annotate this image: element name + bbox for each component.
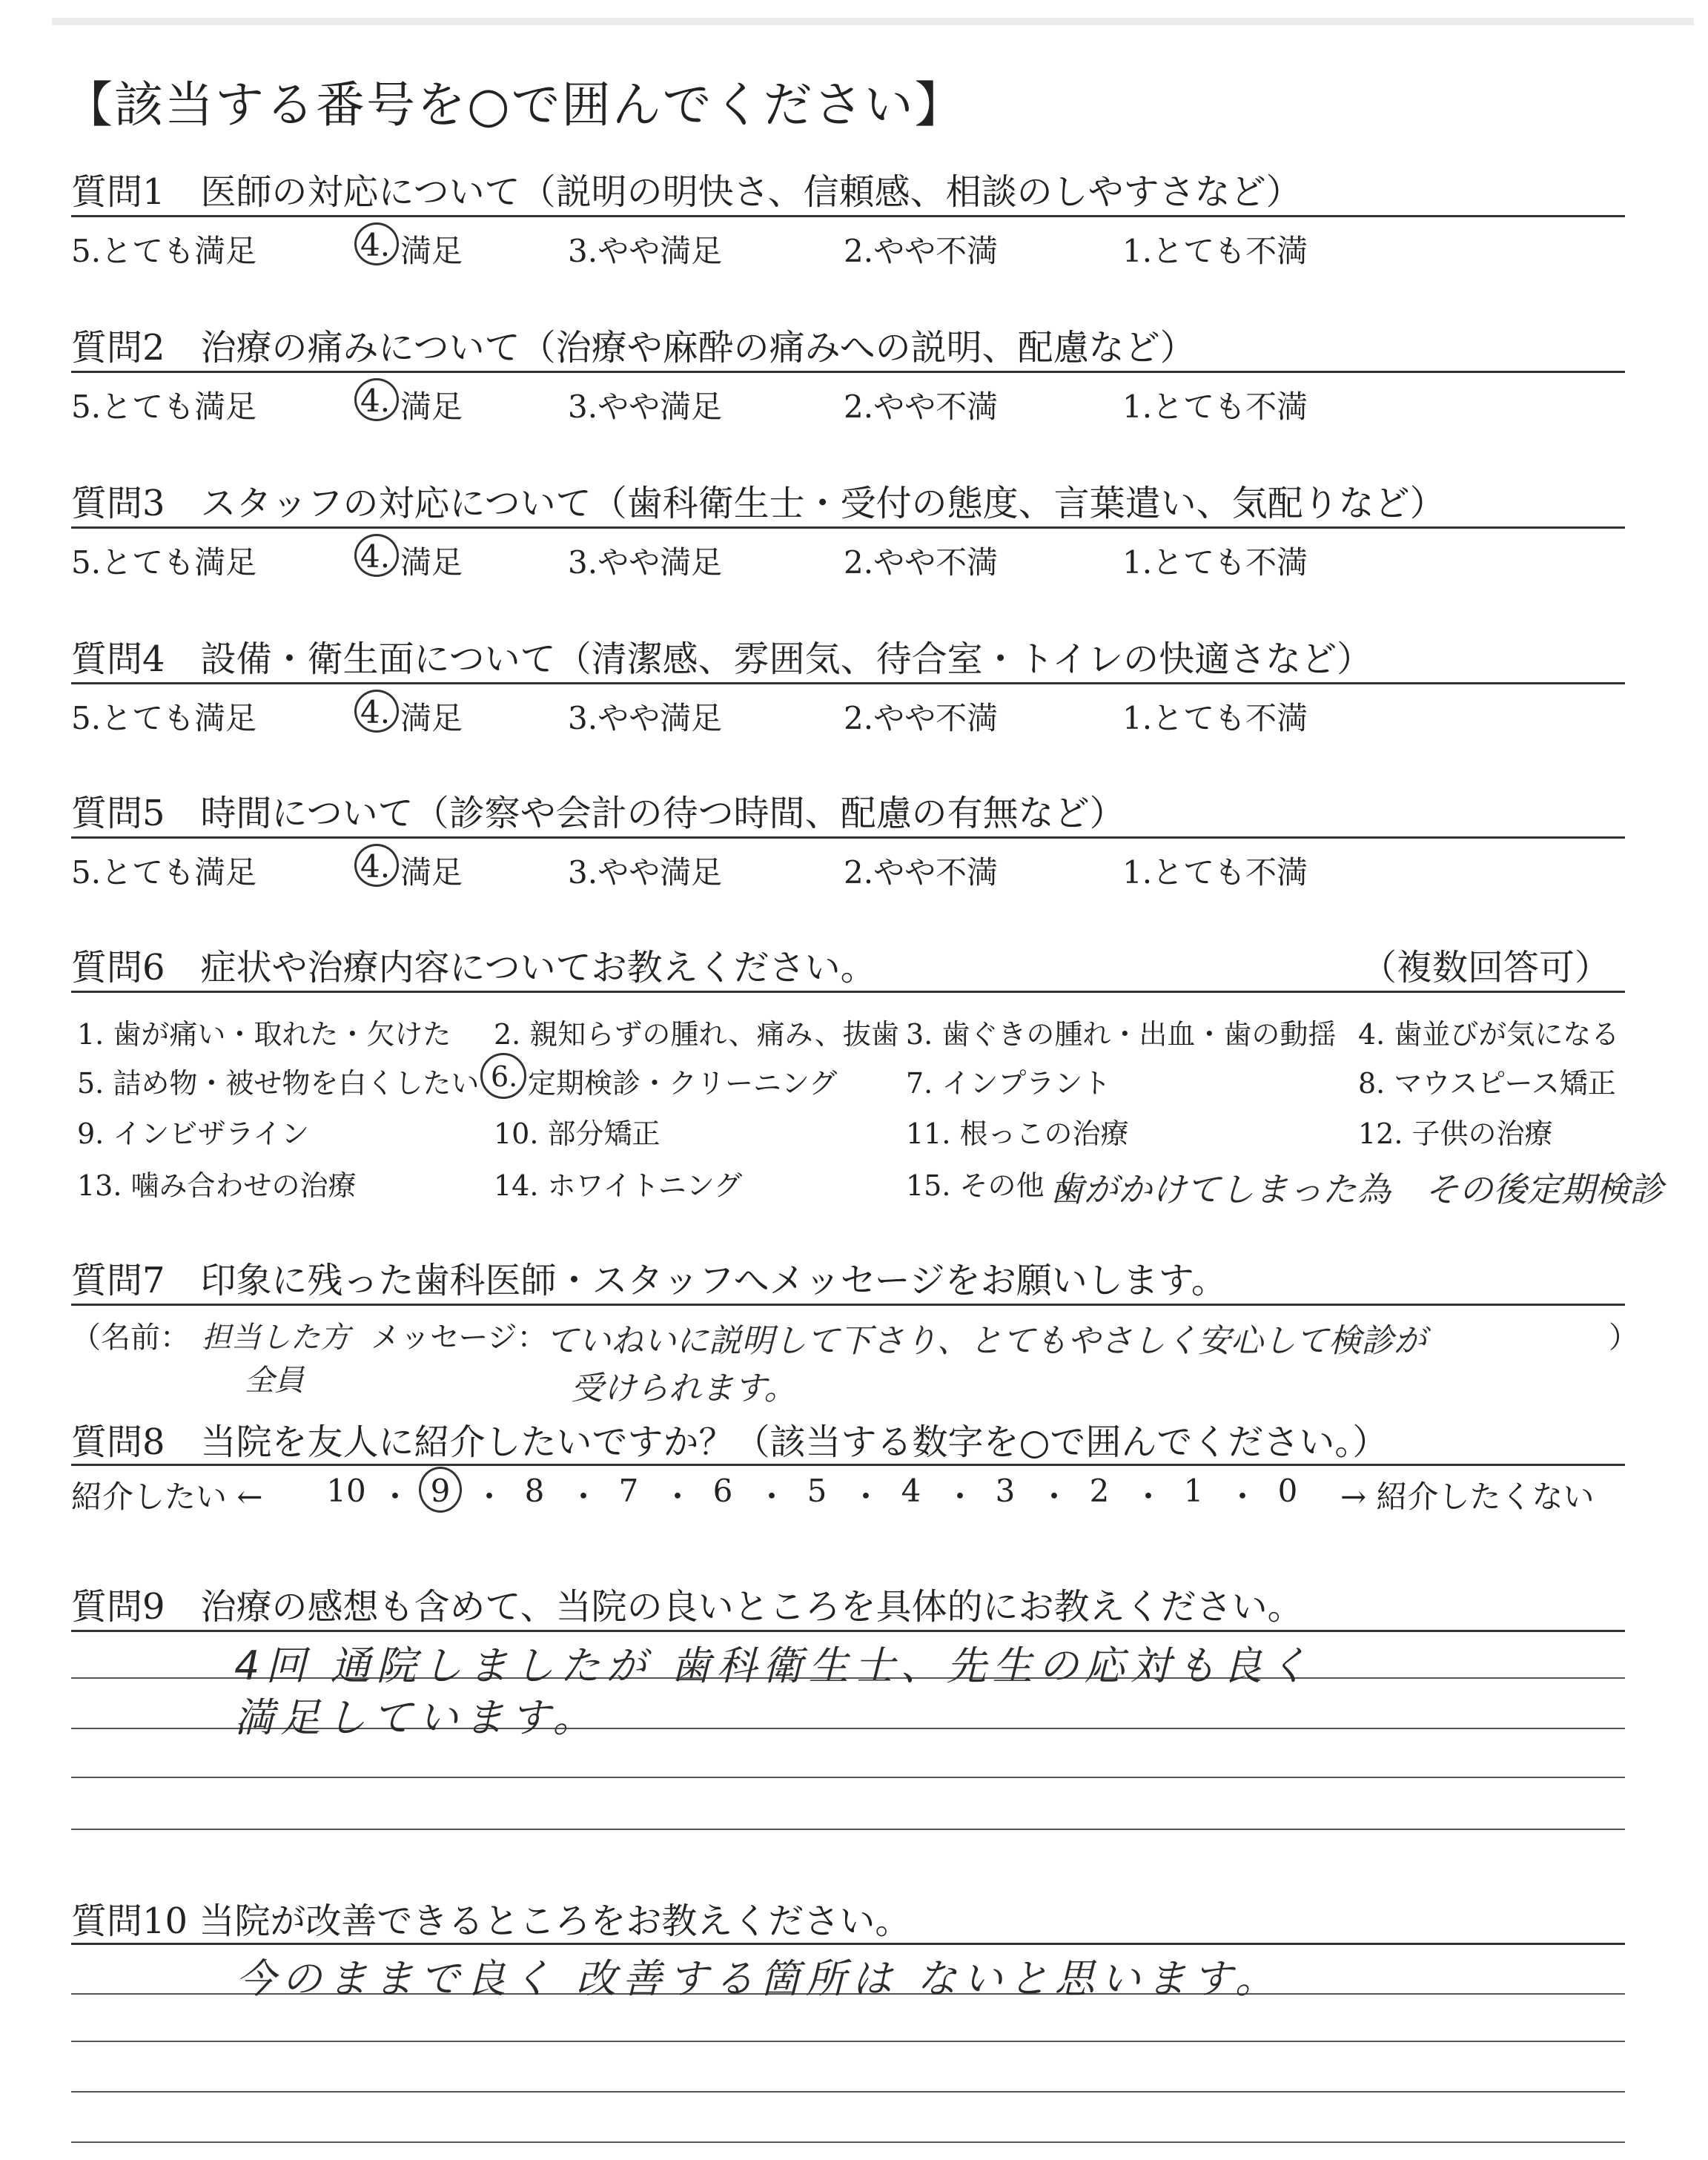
q8-separator-dot: ・ <box>568 1479 600 1515</box>
q7-close-paren: ） <box>1609 1321 1638 1355</box>
q6-option-1[interactable]: 1. 歯が痛い・取れた・欠けた <box>77 1018 451 1051</box>
scan-edge <box>52 18 1694 25</box>
q8-separator-dot: ・ <box>1039 1479 1070 1515</box>
q7-message-handwritten-2: 受けられます。 <box>571 1370 797 1407</box>
q1-option-4-label[interactable]: 満足 <box>400 233 463 269</box>
q8-separator-dot: ・ <box>850 1479 882 1515</box>
q8-right-label: → 紹介したくない <box>1340 1479 1595 1515</box>
q3-option-5[interactable]: 5.とても満足 <box>71 544 257 581</box>
q8-left-label: 紹介したい ← <box>71 1479 263 1515</box>
q8-number-4[interactable]: 4 <box>901 1473 921 1509</box>
question-9-rule <box>71 1630 1625 1632</box>
q8-number-5[interactable]: 5 <box>807 1473 827 1509</box>
q1-option-1[interactable]: 1.とても不満 <box>1122 233 1308 269</box>
q9-line-4 <box>71 1829 1625 1830</box>
question-6-multi-note: （複数回答可） <box>1361 947 1611 988</box>
q6-option-10[interactable]: 10. 部分矯正 <box>494 1117 661 1150</box>
q4-option-1[interactable]: 1.とても不満 <box>1122 700 1308 736</box>
q8-separator-dot: ・ <box>474 1479 506 1515</box>
q5-option-5[interactable]: 5.とても満足 <box>71 854 257 891</box>
q5-option-4-label[interactable]: 満足 <box>400 854 463 891</box>
q8-number-8[interactable]: 8 <box>524 1473 545 1509</box>
question-2-label: 質問2 治療の痛みについて（治療や麻酔の痛みへの説明、配慮など） <box>71 327 1196 369</box>
q8-separator-dot: ・ <box>380 1479 411 1515</box>
question-3-label: 質問3 スタッフの対応について（歯科衛生士・受付の態度、言葉遣い、気配りなど） <box>71 483 1446 524</box>
q6-option-6-number[interactable]: 6. <box>491 1060 518 1093</box>
q8-number-7[interactable]: 7 <box>618 1473 639 1509</box>
q6-option-7[interactable]: 7. インプラント <box>906 1067 1111 1100</box>
question-10-rule <box>71 1943 1625 1945</box>
q7-name-handwritten-2: 全員 <box>245 1364 304 1398</box>
q6-option-5[interactable]: 5. 詰め物・被せ物を白くしたい <box>77 1067 480 1100</box>
q10-answer-line-1: 今のままで良く 改善する箇所は ないと思います。 <box>236 1955 1282 2002</box>
question-1-label: 質問1 医師の対応について（説明の明快さ、信頼感、相談のしやすさなど） <box>71 171 1302 213</box>
question-6-rule <box>71 991 1625 993</box>
q8-number-0[interactable]: 0 <box>1277 1473 1298 1509</box>
q1-option-5[interactable]: 5.とても満足 <box>71 233 257 269</box>
question-8-label: 質問8 当院を友人に紹介したいですか？（該当する数字を○で囲んでください。） <box>71 1421 1388 1463</box>
question-5-label: 質問5 時間について（診察や会計の待つ時間、配慮の有無など） <box>71 793 1125 834</box>
question-1-rule <box>71 215 1625 217</box>
q8-number-9[interactable]: 9 <box>430 1473 451 1509</box>
q5-option-4-number[interactable]: 4. <box>360 848 391 885</box>
q6-option-13[interactable]: 13. 噛み合わせの治療 <box>77 1169 357 1202</box>
question-5-rule <box>71 836 1625 839</box>
q4-option-3[interactable]: 3.やや満足 <box>568 700 723 736</box>
q3-option-3[interactable]: 3.やや満足 <box>568 544 723 581</box>
question-8-rule <box>71 1464 1625 1466</box>
q8-number-1[interactable]: 1 <box>1183 1473 1204 1509</box>
q9-answer-line-2: 満足しています。 <box>234 1694 599 1741</box>
q7-message-label: メッセージ： <box>371 1321 547 1355</box>
q4-option-2[interactable]: 2.やや不満 <box>844 700 999 736</box>
question-6-label: 質問6 症状や治療内容についてお教えください。 <box>71 947 876 988</box>
q6-option-14[interactable]: 14. ホワイトニング <box>494 1169 743 1202</box>
q8-selection-circle <box>419 1467 462 1513</box>
q6-option-6-label[interactable]: 定期検診・クリーニング <box>528 1067 838 1100</box>
q7-message-handwritten-1: ていねいに説明して下さり、とてもやさしく安心して検診が <box>546 1322 1426 1360</box>
q8-separator-dot: ・ <box>662 1479 694 1515</box>
q5-option-3[interactable]: 3.やや満足 <box>568 854 723 891</box>
q4-option-4-label[interactable]: 満足 <box>400 700 463 736</box>
q3-option-4-number[interactable]: 4. <box>360 538 391 575</box>
q6-option-11[interactable]: 11. 根っこの治療 <box>906 1117 1129 1150</box>
q4-option-4-number[interactable]: 4. <box>360 694 391 730</box>
q1-option-2[interactable]: 2.やや不満 <box>844 233 999 269</box>
q8-number-6[interactable]: 6 <box>712 1473 733 1509</box>
q6-option-4[interactable]: 4. 歯並びが気になる <box>1358 1018 1620 1051</box>
q9-line-3 <box>71 1777 1625 1778</box>
q5-option-1[interactable]: 1.とても不満 <box>1122 854 1308 891</box>
question-9-label: 質問9 治療の感想も含めて、当院の良いところを具体的にお教えください。 <box>71 1586 1303 1628</box>
q6-other-handwritten: 歯がかけてしまった為 その後定期検診 <box>1050 1169 1664 1209</box>
q7-name-handwritten: 担当した方 <box>202 1321 350 1355</box>
q3-option-4-label[interactable]: 満足 <box>400 544 463 581</box>
q2-option-4-number[interactable]: 4. <box>360 383 391 419</box>
question-7-label: 質問7 印象に残った歯科医師・スタッフへメッセージをお願いします。 <box>71 1260 1227 1301</box>
q6-option-12[interactable]: 12. 子供の治療 <box>1358 1117 1553 1150</box>
question-3-rule <box>71 526 1625 529</box>
q7-name-label: （名前： <box>71 1321 190 1355</box>
q8-number-10[interactable]: 10 <box>326 1473 366 1509</box>
q9-answer-line-1: 4回 通院しましたが 歯科衛生士、先生の応対も良く <box>234 1642 1314 1689</box>
q10-line-2 <box>71 2041 1625 2042</box>
q6-option-8[interactable]: 8. マウスピース矯正 <box>1358 1067 1616 1100</box>
q8-number-2[interactable]: 2 <box>1089 1473 1110 1509</box>
q1-option-3[interactable]: 3.やや満足 <box>568 233 723 269</box>
q10-line-4 <box>71 2141 1625 2143</box>
q6-option-2[interactable]: 2. 親知らずの腫れ、痛み、抜歯 <box>494 1018 899 1051</box>
q10-line-3 <box>71 2091 1625 2093</box>
question-2-rule <box>71 371 1625 373</box>
q6-option-9[interactable]: 9. インビザライン <box>77 1117 310 1150</box>
q2-option-1[interactable]: 1.とても不満 <box>1122 389 1308 425</box>
question-10-label: 質問10 当院が改善できるところをお教えください。 <box>71 1900 911 1942</box>
q8-number-3[interactable]: 3 <box>995 1473 1016 1509</box>
q8-separator-dot: ・ <box>756 1479 788 1515</box>
question-4-rule <box>71 682 1625 684</box>
q8-separator-dot: ・ <box>1227 1479 1259 1515</box>
page-title: 【該当する番号を○で囲んでください】 <box>64 76 965 133</box>
q8-separator-dot: ・ <box>944 1479 976 1515</box>
q8-separator-dot: ・ <box>1133 1479 1165 1515</box>
q6-option-3[interactable]: 3. 歯ぐきの腫れ・出血・歯の動揺 <box>906 1018 1337 1051</box>
question-7-rule <box>71 1304 1625 1306</box>
q5-option-2[interactable]: 2.やや不満 <box>844 854 999 891</box>
q6-option-15[interactable]: 15. その他（ <box>906 1169 1073 1202</box>
question-4-label: 質問4 設備・衛生面について（清潔感、雰囲気、待合室・トイレの快適さなど） <box>71 638 1373 680</box>
q1-option-4-number[interactable]: 4. <box>360 227 391 263</box>
q3-option-1[interactable]: 1.とても不満 <box>1122 544 1308 581</box>
q2-option-5[interactable]: 5.とても満足 <box>71 389 257 425</box>
q3-option-2[interactable]: 2.やや不満 <box>844 544 999 581</box>
q2-option-3[interactable]: 3.やや満足 <box>568 389 723 425</box>
q4-option-5[interactable]: 5.とても満足 <box>71 700 257 736</box>
q2-option-4-label[interactable]: 満足 <box>400 389 463 425</box>
q2-option-2[interactable]: 2.やや不満 <box>844 389 999 425</box>
